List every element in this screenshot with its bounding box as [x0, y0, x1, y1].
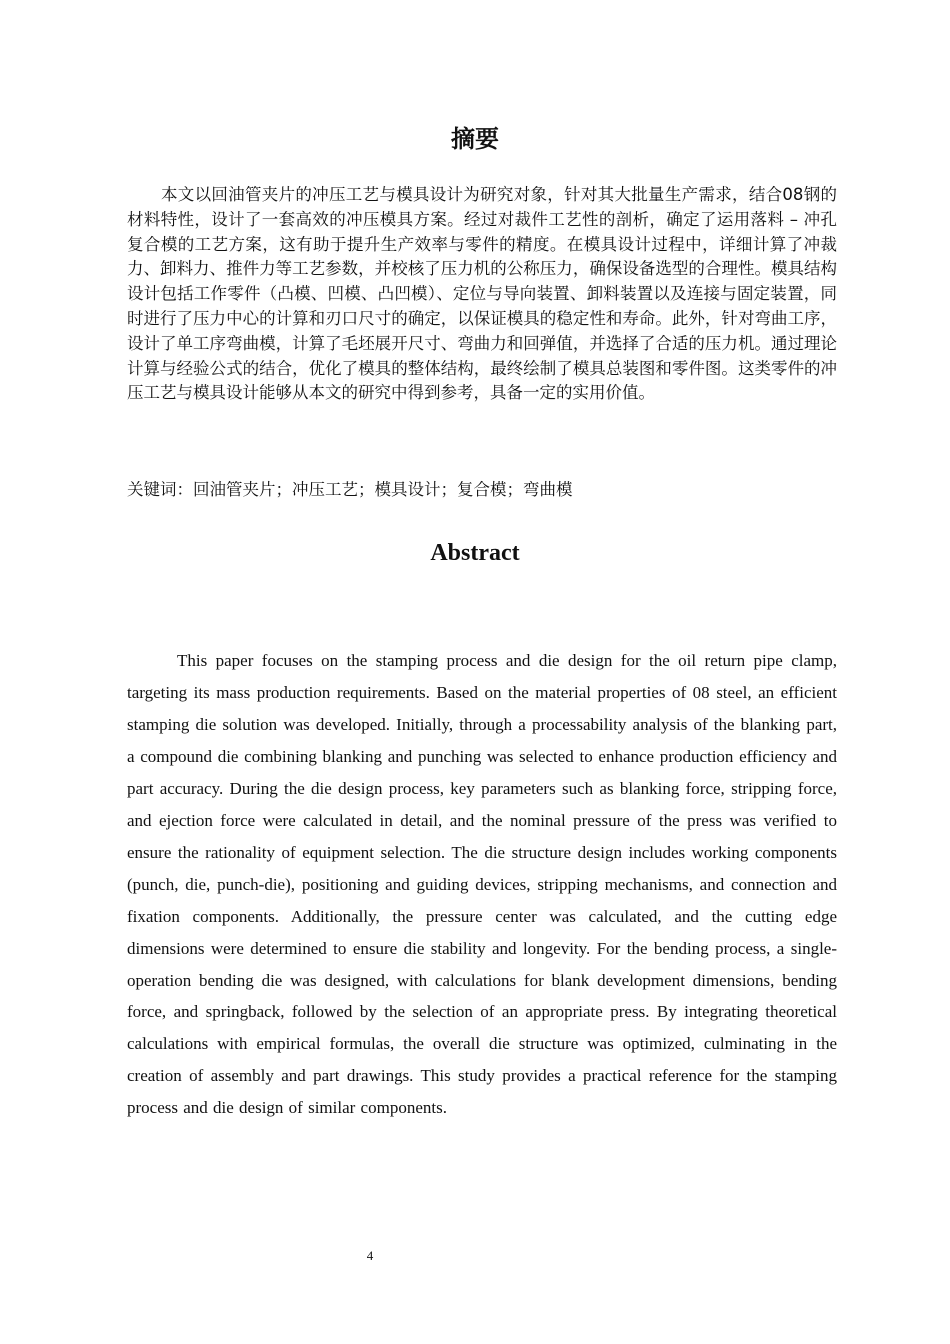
- chinese-keywords: 关键词：回油管夹片；冲压工艺；模具设计；复合模；弯曲模: [127, 480, 573, 499]
- chinese-abstract-title: 摘要: [451, 125, 499, 153]
- english-abstract-body: This paper focuses on the stamping process and die design for the oil return pipe clamp, targeting its mass production requirements. Based on the material properties of 08 steel, an efficient stamping die solution was developed. Initially, through a processability analysis of the blanking part, a compound die combining blanking and punching was selected to enhance production efficiency and part accuracy. During the die design process, key parameters such as blanking force, stripping force, and ejection force were calculated in detail, and the nominal pressure of the press was verified to ensure the rationality of equipment selection. The die structure design includes working components (punch, die, punch-die), positioning and guiding devices, stripping mechanisms, and connection and fixation components. Additionally, the pressure center was calculated, and the cutting edge dimensions were determined to ensure die stability and longevity. For the bending process, a single-operation bending die was designed, with calculations for blank development dimensions, bending force, and springback, followed by the selection of an appropriate press. By integrating theoretical calculations with empirical formulas, the overall die structure was optimized, culminating in the creation of assembly and part drawings. This study provides a practical reference for the stamping process and die design of similar components.: [127, 651, 837, 1118]
- chinese-abstract-body: 本文以回油管夹片的冲压工艺与模具设计为研究对象，针对其大批量生产需求，结合08钢的材料特性，设计了一套高效的冲压模具方案。经过对裁件工艺性的剖析，确定了运用落料 – 冲孔复合模的工艺方案，这有助于提升生产效率与零件的精度。在模具设计过程中，详细计算了冲裁力、卸料力、推件力等工艺参数，并校核了压力机的公称压力，确保设备选型的合理性。模具结构设计包括工作零件（凸模、凹模、凸凹模）、定位与导向装置、卸料装置以及连接与固定装置，同时进行了压力中心的计算和刃口尺寸的确定，以保证模具的稳定性和寿命。此外，针对弯曲工序，设计了单工序弯曲模，计算了毛坯展开尺寸、弯曲力和回弹值，并选择了合适的压力机。通过理论计算与经验公式的结合，优化了模具的整体结构，最终绘制了模具总装图和零件图。这类零件的冲压工艺与模具设计能够从本文的研究中得到参考，具备一定的实用价值。: [127, 185, 837, 403]
- english-abstract-title: Abstract: [430, 540, 520, 566]
- page-number: 4: [366, 1248, 374, 1263]
